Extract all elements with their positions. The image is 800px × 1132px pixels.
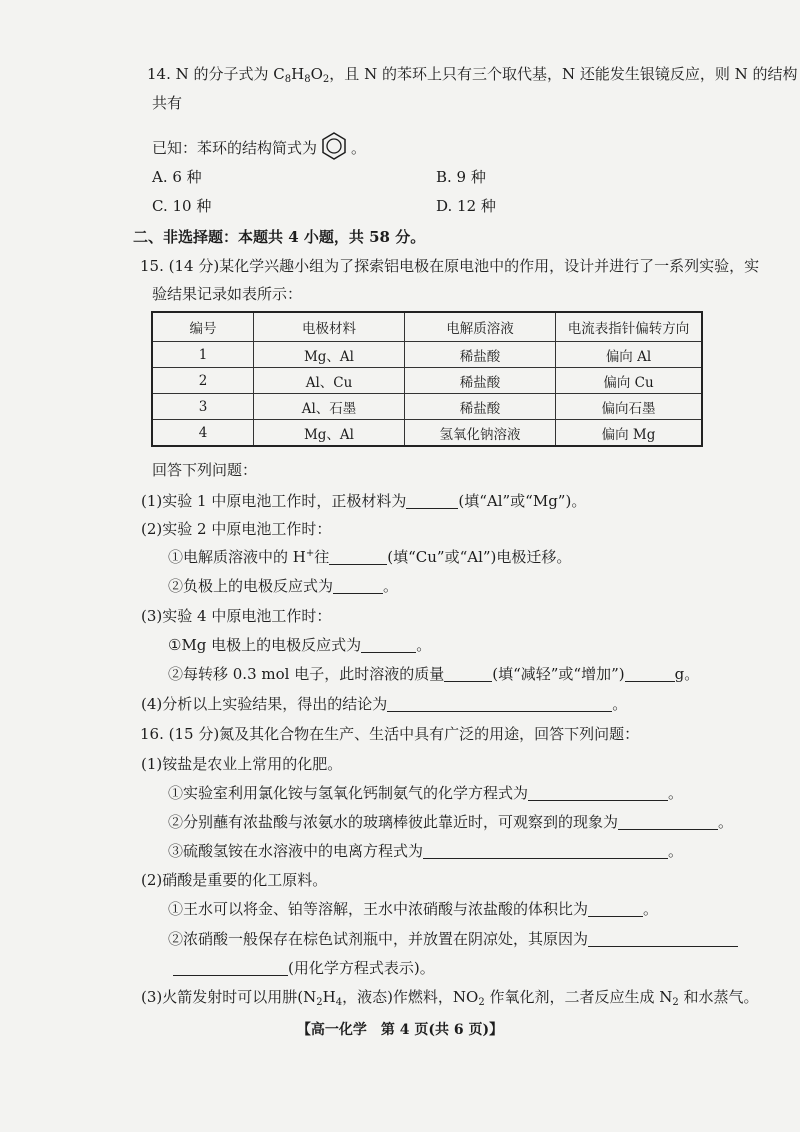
table-cell: 偏向石墨 xyxy=(556,394,703,420)
answer-blank[interactable] xyxy=(329,548,387,565)
q16-part2-1-a: ①王水可以将金、铂等溶解，王水中浓硝酸与浓盐酸的体积比为 xyxy=(168,900,589,918)
q15-part1-a: (1)实验 1 中原电池工作时，正极材料为 xyxy=(141,492,407,510)
q14-stem-line1 xyxy=(147,64,798,84)
table-cell: 4 xyxy=(152,420,254,447)
q15-part2-1 xyxy=(168,547,571,567)
benzene-ring-icon xyxy=(319,131,349,161)
q14-sub2: 8 xyxy=(304,74,311,85)
q16-part1-1-a: ①实验室利用氯化铵与氢氧化钙制氨气的化学方程式为 xyxy=(168,784,529,802)
answer-blank[interactable] xyxy=(528,784,668,801)
q16-part1: (1)铵盐是农业上常用的化肥。 xyxy=(141,755,343,773)
experiment-table xyxy=(151,311,703,447)
q14-stem-a: 14. N 的分子式为 C xyxy=(147,65,285,83)
q16-part1-2-a: ②分别蘸有浓盐酸与浓氨水的玻璃棒彼此靠近时，可观察到的现象为 xyxy=(168,813,619,831)
q15-part2-2 xyxy=(168,576,398,596)
q14-known-a: 已知：苯环的结构简式为 xyxy=(152,139,318,157)
section2-heading: 二、非选择题：本题共 4 小题，共 58 分。 xyxy=(133,228,426,246)
q16-part3-b: H xyxy=(322,988,336,1006)
table-cell: 稀盐酸 xyxy=(405,342,556,368)
table-cell: 1 xyxy=(152,342,254,368)
q14-option-d: D. 12 种 xyxy=(436,197,496,215)
answer-blank[interactable] xyxy=(423,842,668,859)
q16-part2-2 xyxy=(168,929,738,949)
table-header-row xyxy=(152,312,702,342)
q16-part1-3-b: 。 xyxy=(668,842,684,860)
table-header-cell: 电流表指针偏转方向 xyxy=(556,312,703,342)
q15-part2-2-b: 。 xyxy=(383,577,399,595)
table-row xyxy=(152,368,702,394)
answer-blank[interactable] xyxy=(625,665,675,682)
table-cell: Al、石墨 xyxy=(254,394,405,420)
q16-part2-2-cont xyxy=(173,958,435,978)
q16-part1-3 xyxy=(168,841,683,861)
q16-part1-2-b: 。 xyxy=(718,813,734,831)
answer-blank[interactable] xyxy=(618,813,718,830)
table-cell: Al、Cu xyxy=(254,368,405,394)
q14-option-a: A. 6 种 xyxy=(152,168,202,186)
q16-part3-sub2: 4 xyxy=(335,997,343,1008)
q16-part3-d: 作氧化剂，二者反应生成 N xyxy=(484,988,673,1006)
q15-part2-1-b: 往 xyxy=(314,548,330,566)
q14-stem-line2: 共有 xyxy=(152,94,183,112)
q16-stem: 16. (15 分)氮及其化合物在生产、生活中具有广泛的用途，回答下列问题： xyxy=(140,725,640,743)
table-row xyxy=(152,420,702,447)
q15-part2-1-c: (填“Cu”或“Al”)电极迁移。 xyxy=(387,548,572,566)
answer-blank[interactable] xyxy=(588,930,738,947)
q15-part3-1-b: 。 xyxy=(416,636,432,654)
page-footer: 【高一化学 第 4 页(共 6 页)】 xyxy=(296,1022,504,1038)
q14-sub3: 2 xyxy=(322,74,330,85)
q16-part1-3-a: ③硫酸氢铵在水溶液中的电离方程式为 xyxy=(168,842,424,860)
q15-part1-b: (填“Al”或“Mg”)。 xyxy=(458,492,587,510)
table-cell: 3 xyxy=(152,394,254,420)
q15-part3-2 xyxy=(168,664,699,684)
q15-part3: (3)实验 4 中原电池工作时： xyxy=(141,607,332,625)
q14-stem-c: O xyxy=(310,65,323,83)
q16-part3 xyxy=(141,987,759,1007)
q16-part2-2-b: (用化学方程式表示)。 xyxy=(288,959,435,977)
table-cell: 偏向 Cu xyxy=(556,368,703,394)
q15-part2-1-sup: + xyxy=(305,548,315,559)
q15-part4-a: (4)分析以上实验结果，得出的结论为 xyxy=(141,695,388,713)
q14-option-c: C. 10 种 xyxy=(152,197,212,215)
q15-part1 xyxy=(141,491,586,511)
q16-part1-1 xyxy=(168,783,683,803)
table-row xyxy=(152,394,702,420)
table-cell: 稀盐酸 xyxy=(405,394,556,420)
table-cell: 2 xyxy=(152,368,254,394)
q15-part2-2-a: ②负极上的电极反应式为 xyxy=(168,577,334,595)
answer-blank[interactable] xyxy=(173,959,288,976)
q15-part3-2-b: (填“减轻”或“增加”) xyxy=(492,665,625,683)
q16-part3-a: (3)火箭发射时可以用肼(N xyxy=(141,988,317,1006)
table-cell: 氢氧化钠溶液 xyxy=(405,420,556,447)
q15-part4 xyxy=(141,694,627,714)
q14-stem-d: ，且 N 的苯环上只有三个取代基，N 还能发生银镜反应，则 N 的结构 xyxy=(329,65,798,83)
q16-part3-sub1: 2 xyxy=(316,997,323,1008)
q16-part2: (2)硝酸是重要的化工原料。 xyxy=(141,871,328,889)
q15-part3-1-a: ①Mg 电极上的电极反应式为 xyxy=(168,636,362,654)
q14-sub1: 8 xyxy=(284,74,292,85)
q15-part3-1 xyxy=(168,635,431,655)
q16-part2-2-a: ②浓硝酸一般保存在棕色试剂瓶中，并放置在阴凉处，其原因为 xyxy=(168,930,589,948)
q16-part2-1-b: 。 xyxy=(643,900,659,918)
table-cell: Mg、Al xyxy=(254,342,405,368)
table-row xyxy=(152,342,702,368)
q15-part2-1-a: ①电解质溶液中的 H xyxy=(168,548,306,566)
table-cell: 稀盐酸 xyxy=(405,368,556,394)
q15-answer-intro: 回答下列问题： xyxy=(152,461,258,479)
answer-blank[interactable] xyxy=(361,636,416,653)
table-cell: Mg、Al xyxy=(254,420,405,447)
q16-part3-c: ，液态)作燃料，NO xyxy=(342,988,479,1006)
q16-part2-1 xyxy=(168,899,658,919)
table-header-cell: 电极材料 xyxy=(254,312,405,342)
q14-known-b: 。 xyxy=(351,139,367,157)
q15-stem-line1: 15. (14 分)某化学兴趣小组为了探索铝电极在原电池中的作用，设计并进行了一系列实验，实 xyxy=(140,257,760,275)
answer-blank[interactable] xyxy=(333,577,383,594)
q16-part1-2 xyxy=(168,812,733,832)
answer-blank[interactable] xyxy=(444,665,492,682)
q15-part3-2-c: g。 xyxy=(674,665,700,683)
q15-part4-b: 。 xyxy=(612,695,628,713)
q14-known xyxy=(152,131,366,161)
table-cell: 偏向 Mg xyxy=(556,420,703,447)
table-cell: 偏向 Al xyxy=(556,342,703,368)
q14-stem-b: H xyxy=(291,65,305,83)
answer-blank[interactable] xyxy=(406,492,458,509)
table-header-cell: 编号 xyxy=(152,312,254,342)
q15-part2: (2)实验 2 中原电池工作时： xyxy=(141,520,332,538)
q16-part3-e: 和水蒸气。 xyxy=(678,988,759,1006)
q16-part1-1-b: 。 xyxy=(668,784,684,802)
table-header-cell: 电解质溶液 xyxy=(405,312,556,342)
q15-stem-line2: 验结果记录如表所示： xyxy=(152,285,303,303)
q14-option-b: B. 9 种 xyxy=(436,168,486,186)
answer-blank[interactable] xyxy=(387,695,612,712)
q15-part3-2-a: ②每转移 0.3 mol 电子，此时溶液的质量 xyxy=(168,665,445,683)
answer-blank[interactable] xyxy=(588,900,643,917)
q16-part3-sub4: 2 xyxy=(672,997,679,1008)
q16-part3-sub3: 2 xyxy=(478,997,485,1008)
